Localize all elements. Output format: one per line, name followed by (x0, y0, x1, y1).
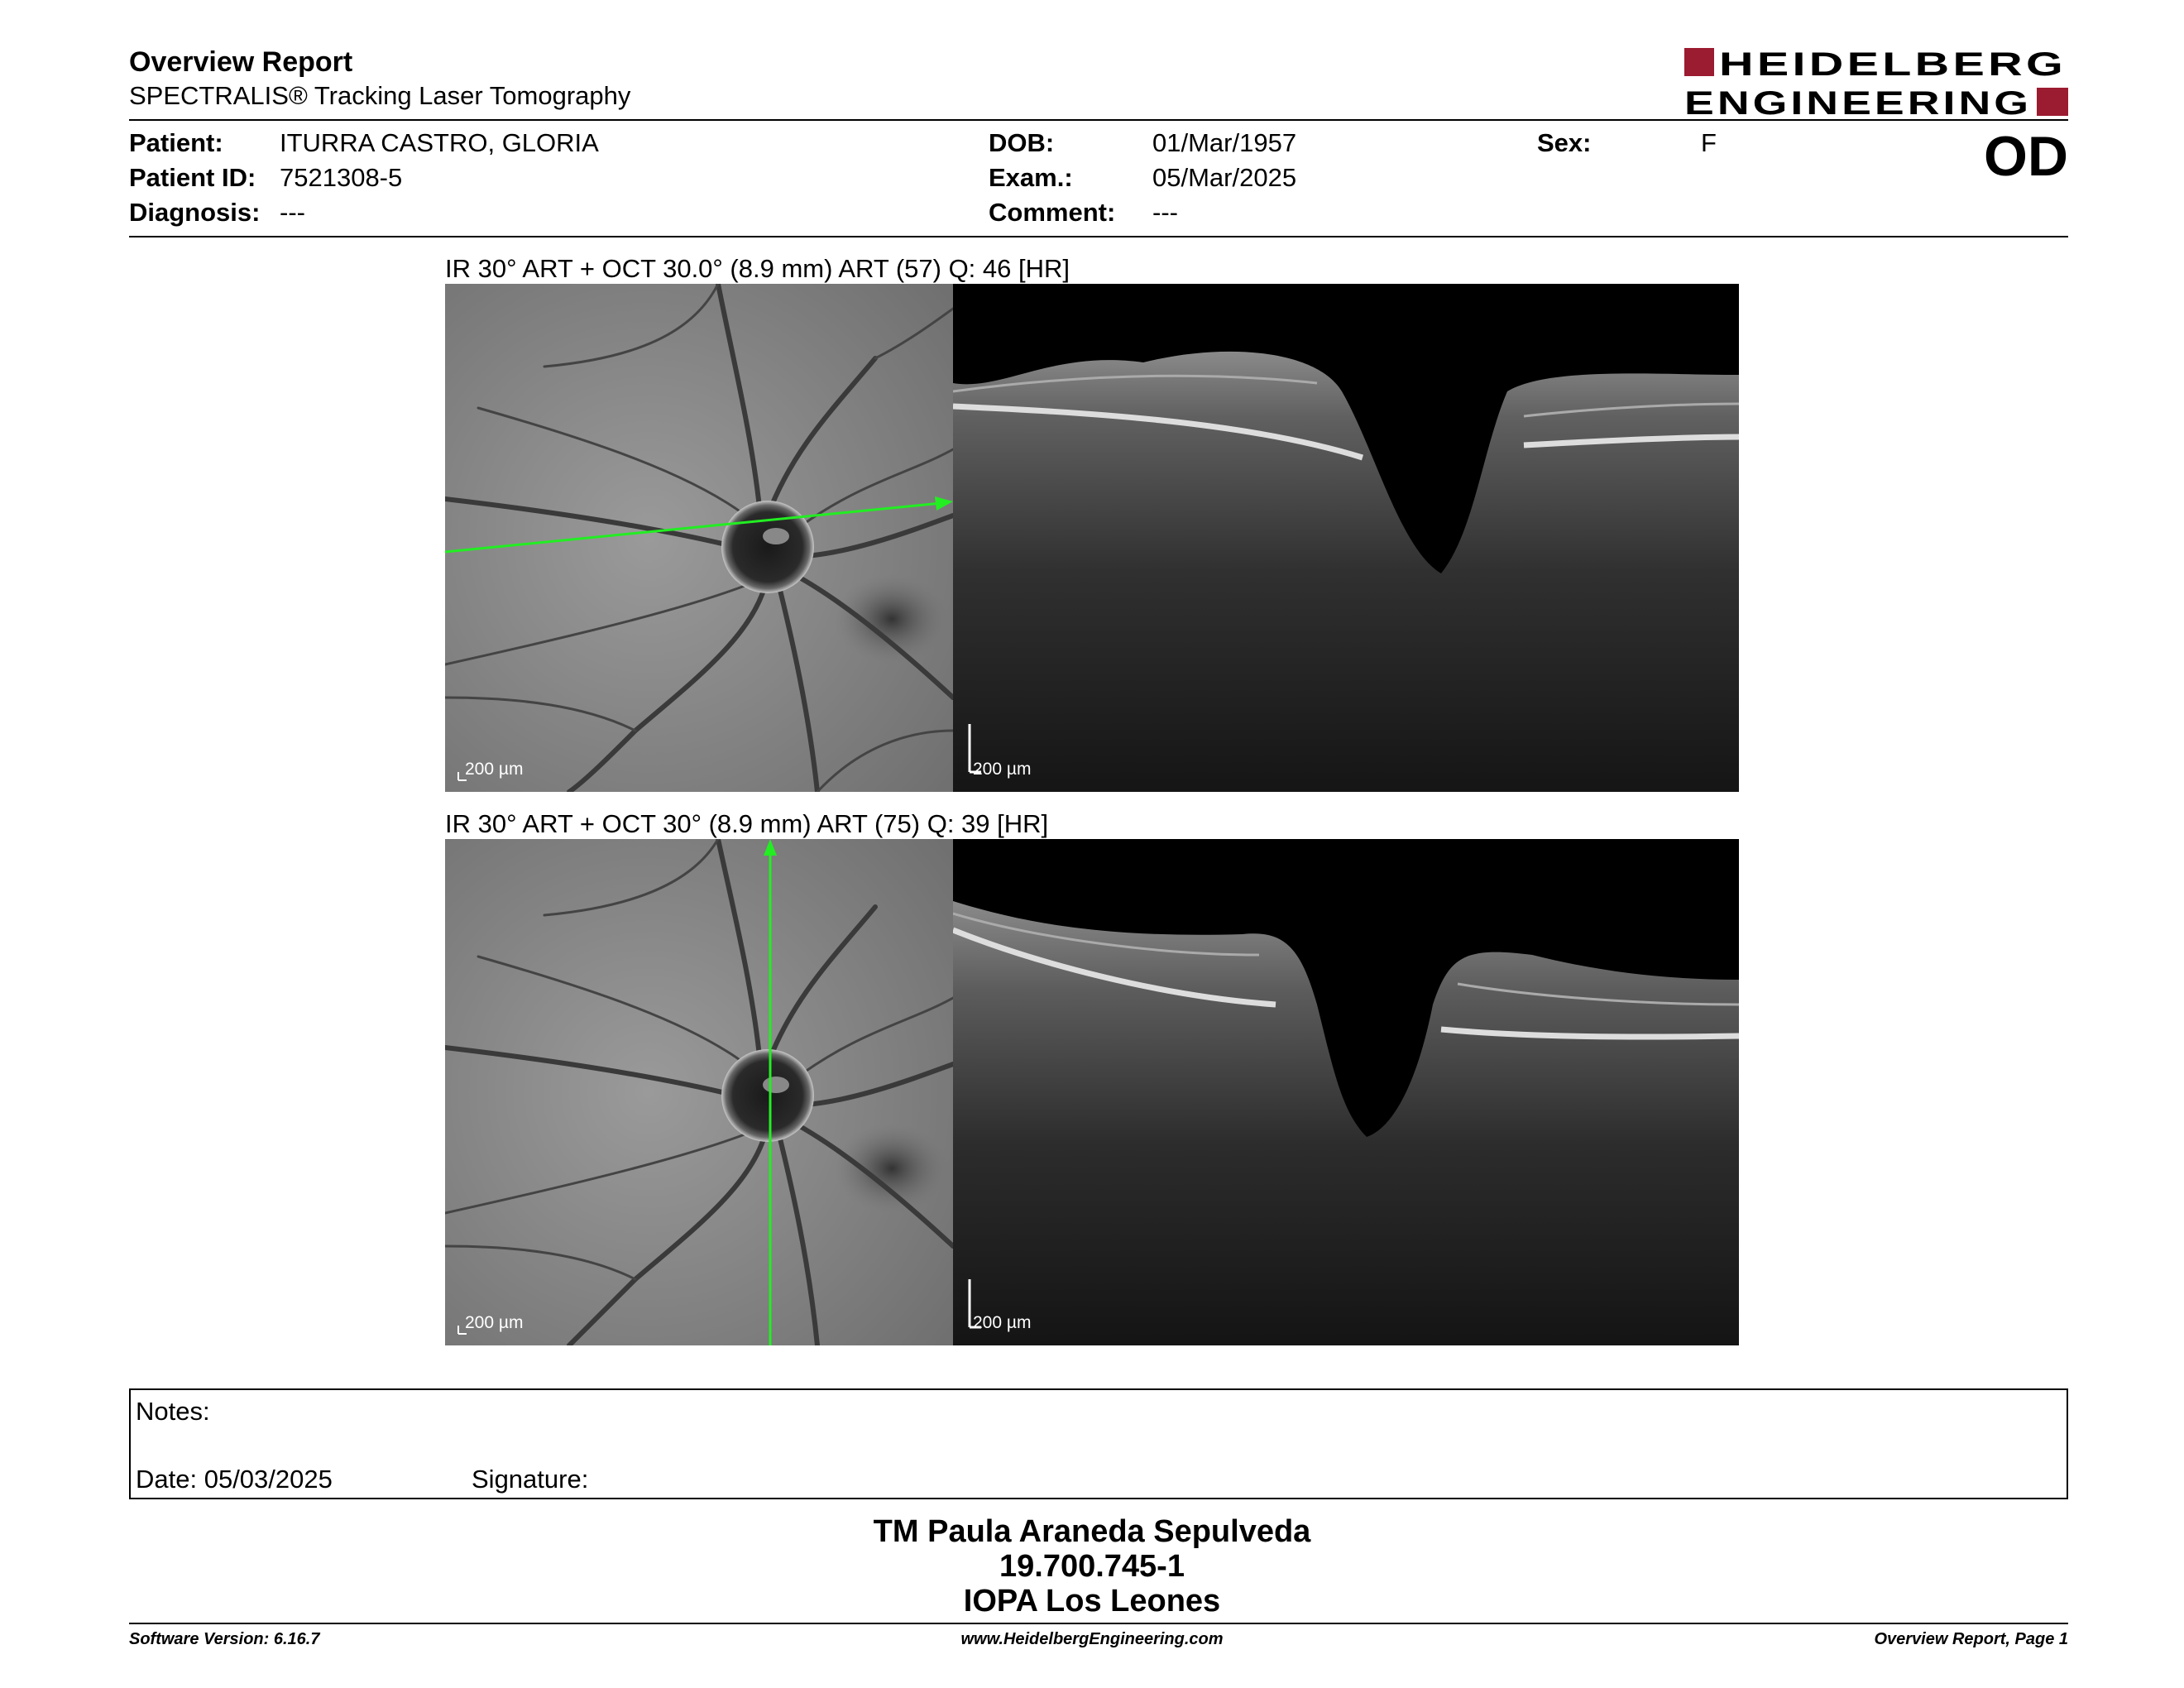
page-indicator: Overview Report, Page 1 (1874, 1630, 2068, 1648)
sex-value: F (1701, 128, 1717, 157)
svg-text:ENGINEERING: ENGINEERING (1684, 85, 2032, 119)
notes-label: Notes: (136, 1397, 210, 1426)
scan-2-fundus-image (445, 839, 953, 1345)
signatory-name: TM Paula Araneda Sepulveda (873, 1514, 1311, 1549)
exam-label: Exam.: (989, 163, 1073, 192)
signatory-id: 19.700.745-1 (999, 1549, 1185, 1584)
signature-label: Signature: (472, 1465, 589, 1494)
signatory-institution: IOPA Los Leones (963, 1584, 1221, 1618)
scan-1-oct-scale: 200 µm (973, 760, 1032, 779)
report-subtitle: SPECTRALIS® Tracking Laser Tomography (129, 81, 631, 110)
svg-text:HEIDELBERG: HEIDELBERG (1719, 46, 2067, 83)
patient-divider (129, 236, 2068, 237)
eye-indicator: OD (1984, 125, 2068, 188)
exam-value: 05/Mar/2025 (1152, 163, 1297, 192)
report-title: Overview Report (129, 46, 353, 78)
scan-2-caption: IR 30° ART + OCT 30° (8.9 mm) ART (75) Q: 39 [HR] (445, 809, 1049, 838)
header-divider (129, 119, 2068, 121)
patient-id: 7521308-5 (280, 163, 403, 192)
sex-label: Sex: (1537, 128, 1592, 157)
diagnosis-label: Diagnosis: (129, 198, 261, 227)
comment-label: Comment: (989, 198, 1116, 227)
heidelberg-logo (1684, 45, 2068, 119)
scan-1-fundus-image (445, 284, 953, 792)
scan-2-oct-image (953, 839, 1739, 1345)
scan-2-oct-scale: 200 µm (973, 1313, 1032, 1332)
date-label: Date: 05/03/2025 (136, 1465, 333, 1494)
scan-1-fundus-scale: 200 µm (465, 760, 524, 779)
website-link[interactable]: www.HeidelbergEngineering.com (960, 1630, 1224, 1648)
scan-1-caption: IR 30° ART + OCT 30.0° (8.9 mm) ART (57) Q: 46 [HR] (445, 254, 1070, 283)
footer-divider (129, 1623, 2068, 1624)
scan-2-fundus-scale: 200 µm (465, 1313, 524, 1332)
dob-label: DOB: (989, 128, 1055, 157)
patient-name: ITURRA CASTRO, GLORIA (280, 128, 599, 157)
comment-value: --- (1152, 198, 1178, 227)
dob-value: 01/Mar/1957 (1152, 128, 1297, 157)
scan-1-oct-image (953, 284, 1739, 792)
patient-id-label: Patient ID: (129, 163, 256, 192)
notes-box (129, 1388, 2068, 1499)
software-version: Software Version: 6.16.7 (129, 1630, 320, 1648)
patient-label: Patient: (129, 128, 223, 157)
diagnosis-value: --- (280, 198, 305, 227)
